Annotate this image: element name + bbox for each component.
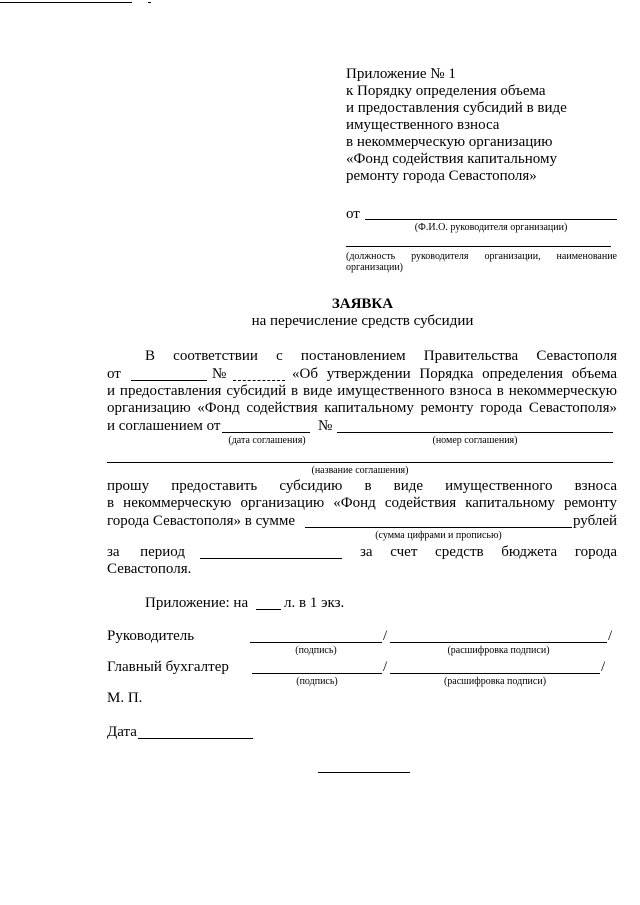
appendix-line: имущественного взноса — [346, 117, 500, 133]
end-separator — [318, 772, 410, 773]
fio-caption: (Ф.И.О. руководителя организации) — [414, 222, 568, 233]
body-line-2-no: № — [212, 366, 227, 382]
agreement-date-caption: (дата соглашения) — [228, 435, 306, 446]
agreement-number-line[interactable] — [337, 432, 613, 433]
head-label: Руководитель — [107, 628, 195, 644]
doc-title: ЗАЯВКА — [331, 296, 394, 312]
date-field-line[interactable] — [138, 738, 253, 739]
attachment-prefix: Приложение: на — [145, 595, 249, 611]
body-line-1: В соответствии с постановлением Правительства Севастополя — [145, 348, 617, 364]
body-line-6: прошу предоставить субсидию в виде имущественного взноса — [107, 478, 617, 494]
fio-field-line[interactable] — [365, 219, 617, 220]
body-line-10: Севастополя. — [107, 561, 192, 577]
accountant-signature-line[interactable] — [252, 673, 382, 674]
head-slash-1: / — [383, 628, 388, 644]
appendix-line: «Фонд содействия капитальному — [346, 151, 557, 167]
appendix-line: ремонту города Севастополя» — [346, 168, 537, 184]
body-line-8-end: рублей — [573, 513, 618, 529]
body-line-8-start: города Севастополя» в сумме — [107, 513, 295, 529]
sum-caption: (сумма цифрами и прописью) — [375, 530, 502, 541]
head-decoding-line[interactable] — [390, 642, 607, 643]
accountant-decoding-caption: (расшифровка подписи) — [443, 676, 547, 687]
position-caption-cont: организации) — [346, 262, 404, 273]
body-line-5-agreement: и соглашением от — [107, 418, 221, 434]
agreement-date-line[interactable] — [222, 432, 310, 433]
body-line-9-rest: за счет средств бюджета города — [360, 544, 617, 560]
accountant-slash-2: / — [601, 659, 606, 675]
from-label: от — [346, 206, 360, 222]
head-signature-line[interactable] — [250, 642, 382, 643]
scan-artifact-line — [0, 2, 132, 3]
period-field-line[interactable] — [200, 558, 342, 559]
decree-date-line[interactable] — [131, 380, 207, 381]
body-line-7: в некоммерческую организацию «Фонд содействия капитальному ремонту — [107, 495, 617, 511]
agreement-name-caption: (название соглашения) — [311, 465, 409, 476]
accountant-label: Главный бухгалтер — [107, 659, 229, 675]
scan-artifact-mark — [148, 2, 151, 3]
head-signature-caption: (подпись) — [295, 645, 337, 656]
head-slash-2: / — [608, 628, 613, 644]
agreement-name-line[interactable] — [107, 462, 613, 463]
stamp-place: М. П. — [107, 690, 143, 706]
accountant-decoding-line[interactable] — [390, 673, 600, 674]
date-label: Дата — [107, 724, 137, 740]
accountant-signature-caption: (подпись) — [296, 676, 338, 687]
position-field-line[interactable] — [346, 246, 611, 247]
body-line-2-rest: «Об утверждении Порядка определения объема — [292, 366, 617, 382]
body-line-9-period: за период — [107, 544, 185, 560]
appendix-block — [346, 66, 636, 185]
decree-number-line[interactable] — [233, 380, 285, 381]
attachment-pages-line[interactable] — [256, 609, 281, 610]
doc-subtitle: на перечисление средств субсидии — [251, 313, 474, 329]
head-decoding-caption: (расшифровка подписи) — [447, 645, 550, 656]
appendix-line: Приложение № 1 — [346, 66, 456, 82]
body-line-4: организацию «Фонд содействия капитальному ремонту города Севастополя» — [107, 400, 617, 416]
position-caption: (должность руководителя организации, наименование — [346, 251, 617, 262]
body-line-5-no: № — [318, 418, 333, 434]
appendix-line: и предоставления субсидий в виде — [346, 100, 567, 116]
body-line-2-from: от — [107, 366, 121, 382]
accountant-slash-1: / — [383, 659, 388, 675]
body-line-3: и предоставления субсидий в виде имущественного взноса в некоммерческую — [107, 383, 617, 399]
appendix-line: в некоммерческую организацию — [346, 134, 553, 150]
appendix-line: к Порядку определения объема — [346, 83, 546, 99]
sum-field-line[interactable] — [305, 527, 572, 528]
agreement-number-caption: (номер соглашения) — [432, 435, 518, 446]
attachment-suffix: л. в 1 экз. — [284, 595, 345, 611]
